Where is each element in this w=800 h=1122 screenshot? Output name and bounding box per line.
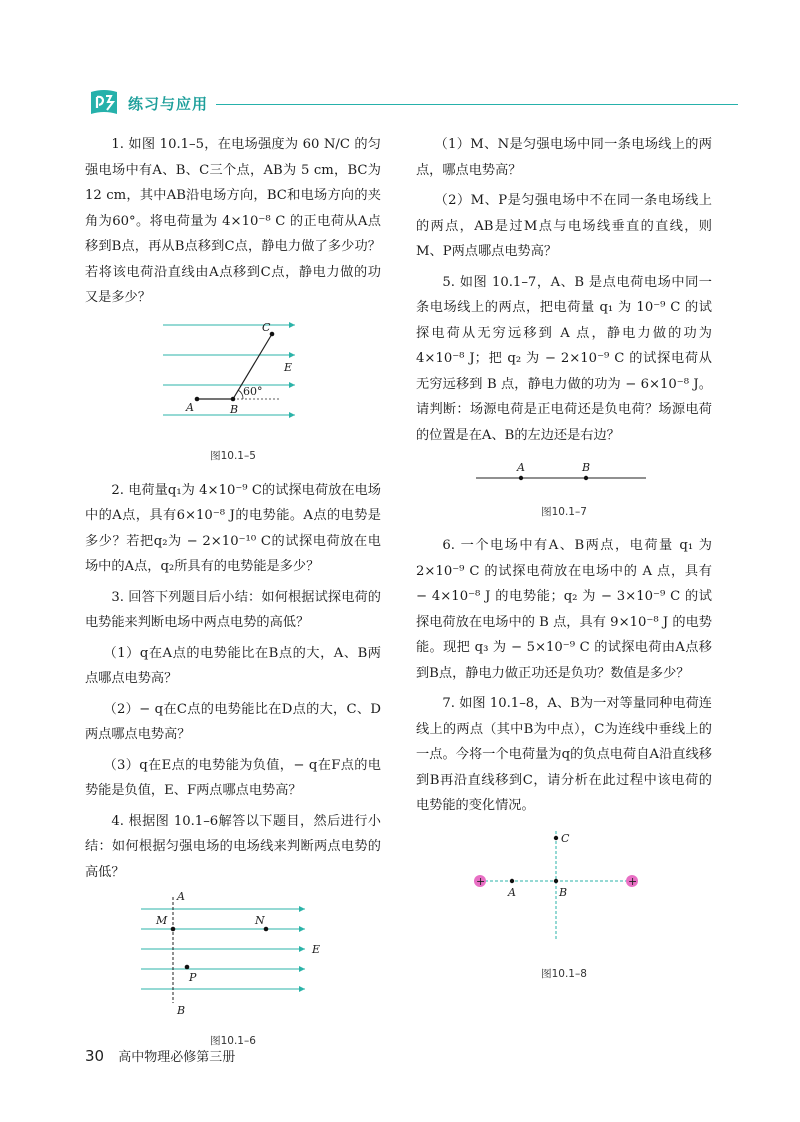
- practice-book-icon: [88, 88, 120, 118]
- label-b: B: [177, 1004, 186, 1017]
- problem-3-part-3: （3）q在E点的电势能为负值，− q在F点的电势能是负值，E、F两点哪点电势高？: [85, 757, 381, 798]
- label-m: M: [156, 914, 168, 927]
- label-e: E: [312, 943, 321, 956]
- problem-4-part-2: （2）M、P是匀强电场中不在同一条电场线上的两点，AB是过M点与电场线垂直的直线，则M、P两点哪点电势高？: [416, 193, 712, 259]
- problem-7: 7. 如图 10.1–8，A、B为一对等量同种电荷连线上的两点（其中B为中点），C为连线中垂线上的一点。今将一个电荷量为q的负点电荷自A沿直线移到B再沿直线移到C，请分析在此过程中该电荷的电势能的变化情况。: [416, 696, 712, 813]
- left-column: [85, 132, 381, 1062]
- label-a: A: [517, 461, 525, 474]
- charge-sign-left: +: [476, 874, 486, 888]
- label-a: A: [177, 891, 185, 903]
- figure-10-1-6: [85, 891, 381, 1054]
- problem-4-part-1: （1）M、N是匀强电场中同一条电场线上的两点，哪点电势高？: [416, 137, 712, 178]
- problem-6: 6. 一个电场中有A、B两点，电荷量 q₁ 为 2×10⁻⁹ C 的试探电荷放在电场中的 A 点，具有 − 4×10⁻⁸ J 的电势能；q₂ 为 − 3×10⁻⁹ C 的试探电荷放在电场中的 B 点，具有 9×10⁻⁸ J 的电势能。现把 q₃ 为 − 5×10⁻⁹ C 的试探电荷由A点移到B点，静电力做正功还是负功？数值是多少？: [416, 538, 712, 681]
- page-number: 30: [85, 1047, 105, 1065]
- label-b: B: [582, 461, 591, 474]
- label-a: A: [186, 400, 194, 414]
- figure-10-1-7: [416, 454, 712, 525]
- figure-10-1-8: [416, 825, 712, 988]
- point-b: [584, 476, 588, 480]
- header-rule: [216, 104, 738, 105]
- point-n: [264, 927, 269, 932]
- label-e: E: [284, 360, 293, 374]
- label-b: B: [559, 885, 568, 899]
- point-p: [185, 965, 190, 970]
- book-title: 高中物理必修第三册: [118, 1050, 236, 1065]
- problem-3: 3. 回答下列题目后小结：如何根据试探电荷的电势能来判断电场中两点电势的高低？: [85, 589, 381, 630]
- point-a: [519, 476, 523, 480]
- right-column: [416, 132, 712, 996]
- figure-caption: 图10.1–7: [541, 505, 587, 518]
- label-c: C: [262, 320, 271, 334]
- section-header: [88, 88, 738, 122]
- point-c: [554, 835, 558, 839]
- page-footer: [85, 1046, 235, 1065]
- field-lines-diagram: [85, 891, 381, 1019]
- problem-5: 5. 如图 10.1–7，A、B 是点电荷电场中同一条电场线上的两点，把电荷量 q₁ 为 10⁻⁹ C 的试探电荷从无穷远移到 A 点，静电力做的功为 4×10⁻⁸ J；把 q₂ 为 − 2×10⁻⁹ C 的试探电荷从无穷远移到 B 点，静电力做的功为 − 6×10⁻⁸ J。请判断：场源电荷是正电荷还是负电荷？场源电荷的位置是在A、B的左边还是右边？: [416, 274, 712, 443]
- label-p: P: [189, 971, 197, 984]
- problem-2: 2. 电荷量q₁为 4×10⁻⁹ C的试探电荷放在电场中的A点，具有6×10⁻⁸ J的电势能。A点的电势是多少？若把q₂为 − 2×10⁻¹⁰ C的试探电荷放在电场中的A点，q₂所具有的电势能是多少？: [85, 482, 381, 574]
- label-a: A: [508, 885, 516, 899]
- angle-label: 60°: [243, 384, 263, 398]
- point-m: [171, 927, 176, 932]
- charge-sign-right: +: [628, 874, 638, 888]
- problem-4: 4. 根据图 10.1–6解答以下题目，然后进行小结：如何根据匀强电场的电场线来判断两点电势的高低？: [85, 813, 381, 880]
- problem-3-part-2: （2）− q在C点的电势能比在D点的大，C、D两点哪点电势高？: [85, 701, 381, 742]
- figure-10-1-5: [85, 317, 381, 470]
- figure-caption: 图10.1–5: [210, 450, 256, 462]
- problem-3-part-1: （1）q在A点的电势能比在B点的大，A、B两点哪点电势高？: [85, 645, 381, 686]
- section-title: 练习与应用: [128, 95, 209, 113]
- uniform-field-diagram: [85, 317, 381, 435]
- figure-caption: 图10.1–6: [210, 1034, 256, 1047]
- point-a: [510, 878, 514, 882]
- label-n: N: [255, 914, 265, 927]
- equal-charges-diagram: [416, 825, 712, 953]
- point-b: [554, 878, 558, 882]
- label-b: B: [230, 402, 239, 416]
- figure-caption: 图10.1–8: [541, 968, 587, 980]
- problem-1: 1. 如图 10.1–5，在电场强度为 60 N/C 的匀强电场中有A、B、C三个点，AB为 5 cm，BC为 12 cm，其中AB沿电场方向，BC和电场方向的夹角为60°。将电荷量为 4×10⁻⁸ C 的正电荷从A点移到B点，再从B点移到C点，静电力做了多少功？若将该电荷沿直线由A点移到C点，静电力做的功又是多少？: [85, 137, 381, 305]
- electric-field-line-diagram: [416, 454, 712, 490]
- point-b: [231, 396, 236, 401]
- label-c: C: [561, 831, 570, 845]
- point-a: [195, 396, 200, 401]
